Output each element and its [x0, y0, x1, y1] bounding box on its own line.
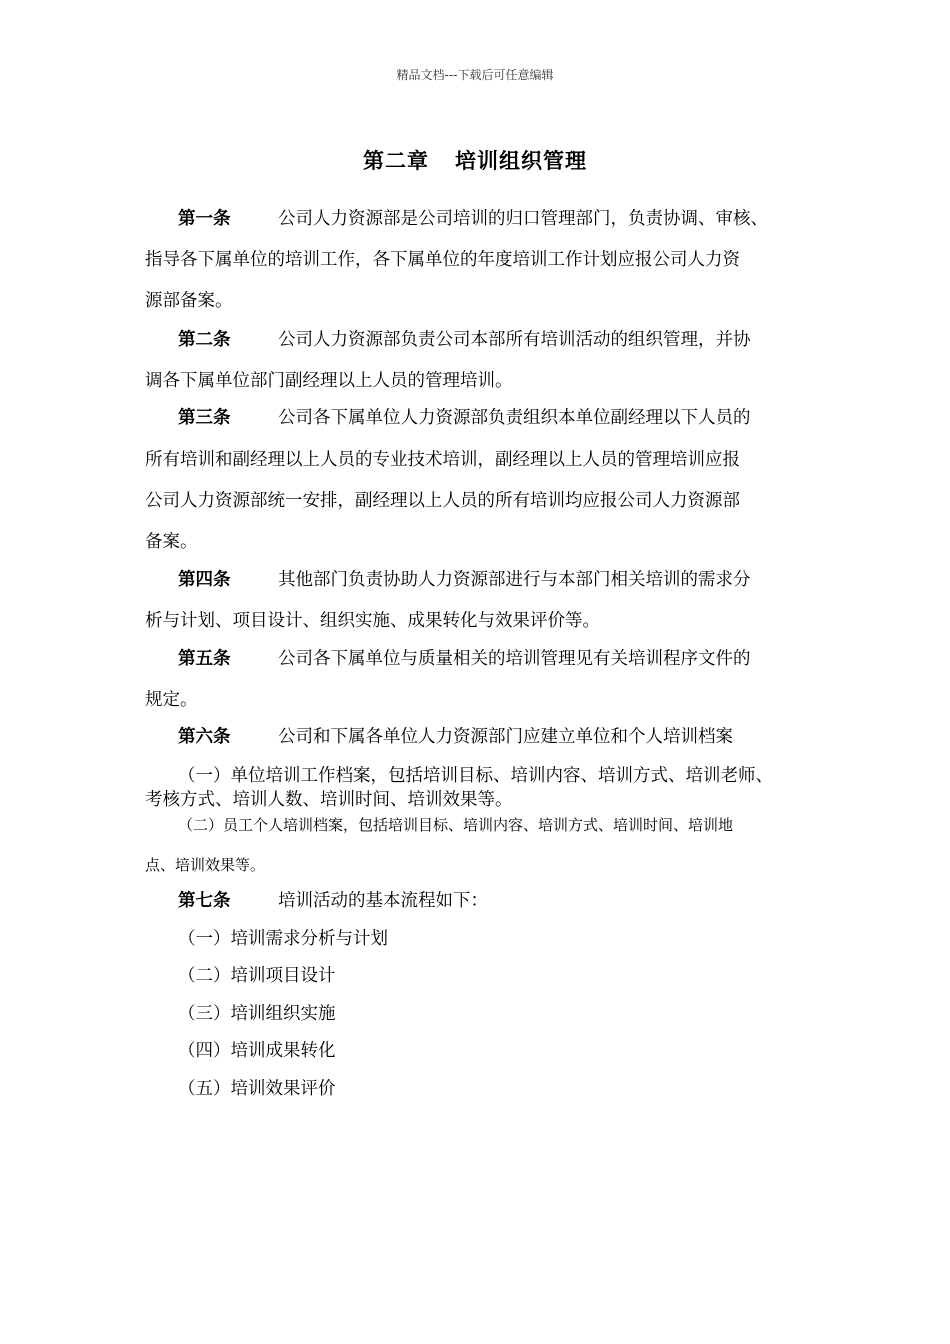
chapter-name: 培训组织管理 — [455, 149, 587, 173]
article-6-item-1-line-1: （一）单位培训工作档案，包括培训目标、培训内容、培训方式、培训老师、 — [178, 766, 773, 786]
article-7-step-2: （二）培训项目设计 — [178, 966, 336, 986]
article-3-line-4: 备案。 — [145, 532, 198, 552]
article-1-line-2: 指导各下属单位的培训工作，各下属单位的年度培训工作计划应报公司人力资 — [145, 250, 740, 270]
article-6-label: 第六条 — [178, 727, 231, 747]
article-3-label: 第三条 — [178, 408, 231, 428]
page-header-note: 精品文档---下载后可任意编辑 — [396, 68, 554, 82]
article-5-line-2: 规定。 — [145, 690, 198, 710]
article-1-label: 第一条 — [178, 209, 231, 229]
article-2-line-1: 第二条 公司人力资源部负责公司本部所有培训活动的组织管理，并协 — [178, 330, 751, 350]
article-7-line-1: 第七条 培训活动的基本流程如下： — [178, 891, 488, 911]
article-1-line-3: 源部备案。 — [145, 291, 233, 311]
article-4-label: 第四条 — [178, 570, 231, 590]
article-7-step-5: （五）培训效果评价 — [178, 1079, 336, 1099]
article-7-step-1: （一）培训需求分析与计划 — [178, 929, 388, 949]
chapter-number: 第二章 — [363, 149, 429, 173]
article-6-item-1-line-2: 考核方式、培训人数、培训时间、培训效果等。 — [145, 790, 513, 810]
article-6-item-2-line-2: 点、培训效果等。 — [145, 856, 266, 874]
article-6-item-2-line-1: （二）员工个人培训档案，包括培训目标、培训内容、培训方式、培训时间、培训地 — [178, 816, 734, 834]
article-3-line-1: 第三条 公司各下属单位人力资源部负责组织本单位副经理以下人员的 — [178, 408, 751, 428]
article-2-line-2: 调各下属单位部门副经理以上人员的管理培训。 — [145, 371, 513, 391]
article-1-line-1: 第一条 公司人力资源部是公司培训的归口管理部门，负责协调、审核、 — [178, 209, 768, 229]
article-4-line-1: 第四条 其他部门负责协助人力资源部进行与本部门相关培训的需求分 — [178, 570, 751, 590]
article-2-label: 第二条 — [178, 330, 231, 350]
article-5-label: 第五条 — [178, 649, 231, 669]
chapter-title — [0, 145, 950, 175]
article-3-line-3: 公司人力资源部统一安排，副经理以上人员的所有培训均应报公司人力资源部 — [145, 491, 740, 511]
article-3-line-2: 所有培训和副经理以上人员的专业技术培训，副经理以上人员的管理培训应报 — [145, 450, 740, 470]
article-7-label: 第七条 — [178, 891, 231, 911]
article-5-line-1: 第五条 公司各下属单位与质量相关的培训管理见有关培训程序文件的 — [178, 649, 751, 669]
article-6-line-1: 第六条 公司和下属各单位人力资源部门应建立单位和个人培训档案 — [178, 727, 733, 747]
article-7-step-4: （四）培训成果转化 — [178, 1041, 336, 1061]
article-4-line-2: 析与计划、项目设计、组织实施、成果转化与效果评价等。 — [145, 611, 600, 631]
article-7-step-3: （三）培训组织实施 — [178, 1004, 336, 1024]
